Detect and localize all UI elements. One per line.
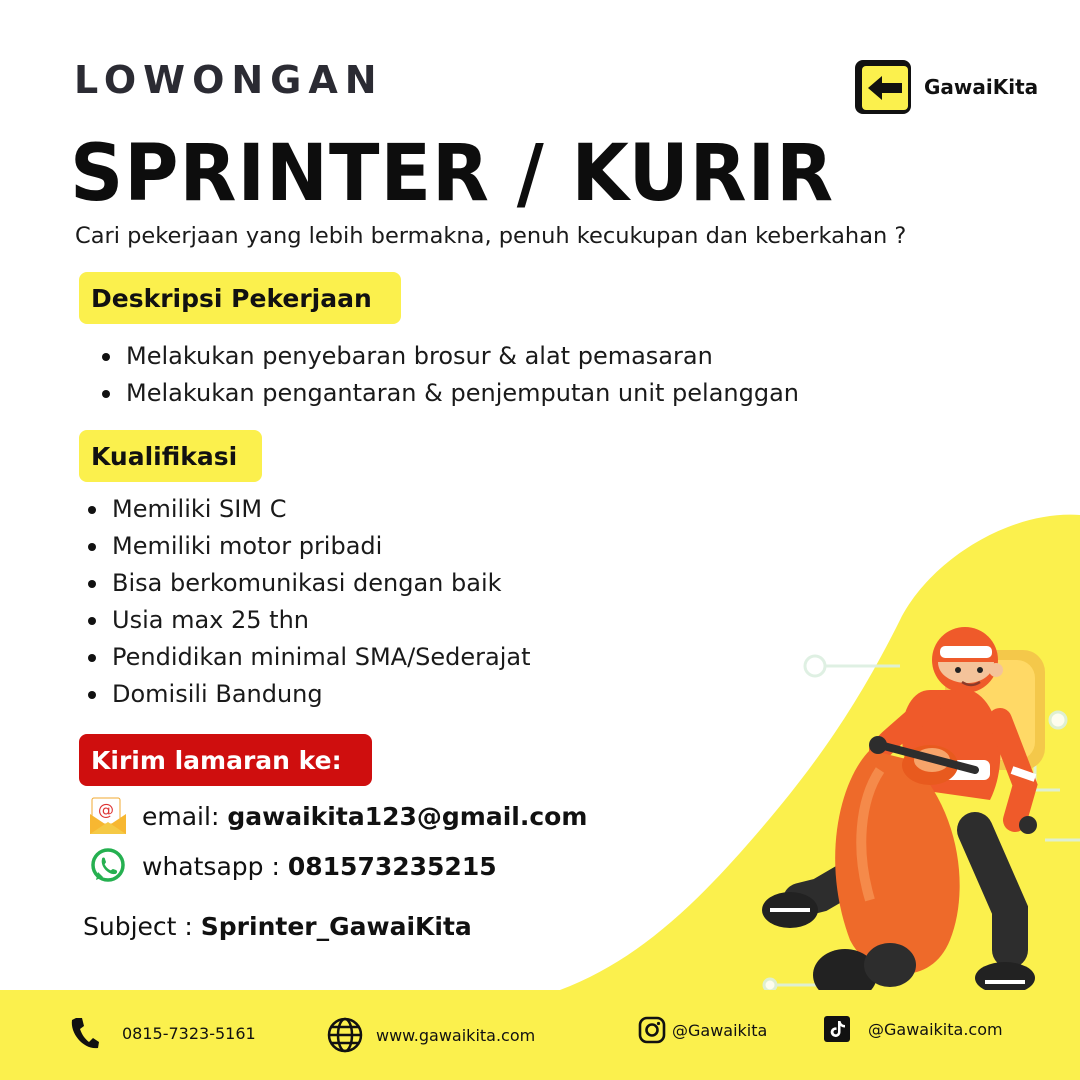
section-label-qualifications: Kualifikasi (79, 430, 262, 482)
page-title: SPRINTER / KURIR (70, 128, 835, 220)
footer-tiktok[interactable] (824, 1016, 1003, 1042)
brand-logo (852, 57, 1038, 117)
footer-instagram[interactable] (638, 1016, 767, 1044)
list-item: Memiliki motor pribadi (86, 528, 531, 565)
list-item: Usia max 25 thn (86, 602, 531, 639)
list-item: Melakukan pengantaran & penjemputan unit pelanggan (100, 375, 799, 412)
email-icon (88, 796, 128, 836)
whatsapp-value[interactable]: 081573235215 (287, 851, 497, 881)
tagline: Cari pekerjaan yang lebih bermakna, penuh kecukupan dan keberkahan ? (75, 223, 907, 249)
phone-icon (70, 1016, 100, 1050)
gawaikita-logo-icon (852, 57, 914, 117)
section-label-job-description: Deskripsi Pekerjaan (79, 272, 401, 324)
job-description-list (100, 338, 799, 412)
subject-label: Subject : (83, 912, 193, 941)
email-label: email: (142, 801, 220, 831)
website-url: www.gawaikita.com (376, 1025, 536, 1045)
list-item: Memiliki SIM C (86, 491, 531, 528)
contact-whatsapp (88, 846, 497, 886)
contact-email (88, 796, 587, 836)
svg-text:@: @ (98, 800, 114, 819)
tiktok-icon (824, 1016, 850, 1042)
whatsapp-label: whatsapp : (142, 851, 280, 881)
courier-scooter-illustration (760, 610, 1060, 1010)
qualifications-list (86, 491, 531, 713)
tiktok-handle: @Gawaikita.com (868, 1019, 1003, 1039)
subject-line (83, 912, 472, 941)
eyebrow-title: LOWONGAN (74, 58, 384, 102)
footer-website[interactable] (326, 1016, 535, 1054)
footer-phone[interactable] (70, 1016, 256, 1050)
globe-icon (326, 1016, 364, 1054)
list-item: Melakukan penyebaran brosur & alat pemasaran (100, 338, 799, 375)
whatsapp-icon (88, 846, 128, 886)
email-value[interactable]: gawaikita123@gmail.com (227, 801, 588, 831)
list-item: Bisa berkomunikasi dengan baik (86, 565, 531, 602)
instagram-handle: @Gawaikita (672, 1020, 768, 1040)
section-label-apply: Kirim lamaran ke: (79, 734, 372, 786)
subject-value: Sprinter_GawaiKita (200, 912, 472, 941)
brand-name: GawaiKita (924, 75, 1039, 99)
phone-number: 0815-7323-5161 (122, 1023, 256, 1043)
list-item: Pendidikan minimal SMA/Sederajat (86, 639, 531, 676)
list-item: Domisili Bandung (86, 676, 531, 713)
instagram-icon (638, 1016, 666, 1044)
